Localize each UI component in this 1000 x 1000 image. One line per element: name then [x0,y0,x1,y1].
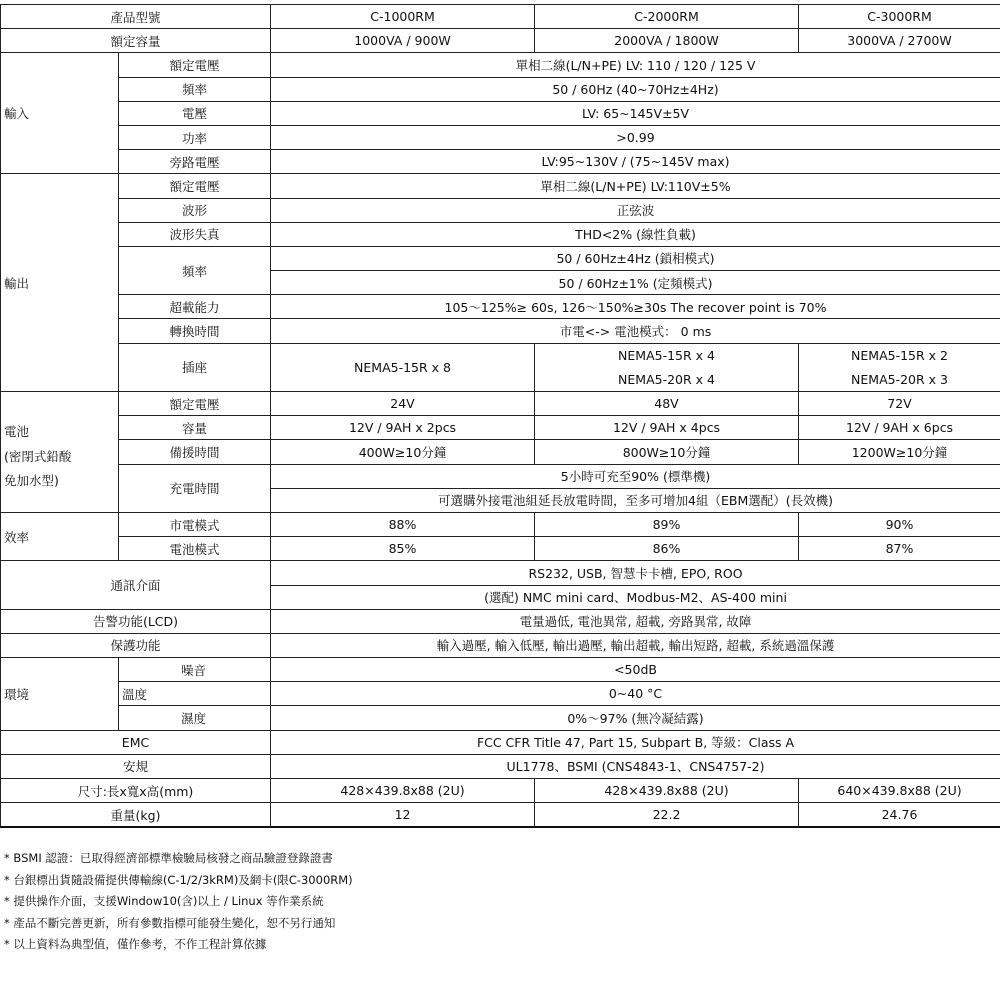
row-value: 90% [799,512,1000,536]
efficiency-group-label: 效率 [1,512,119,560]
table-row [1,682,1000,706]
row-value: 1200W≥10分鐘 [799,440,1000,464]
model-label: 產品型號 [1,5,271,29]
outlet-c1000: NEMA5-15R x 8 [271,343,535,391]
row-value: 市電<-> 電池模式： 0 ms [271,319,1000,343]
row-value: 88% [271,512,535,536]
table-row [1,53,1000,77]
footnote: * 台銀標出貨隨設備提供傳輸線(C-1/2/3kRM)及網卡(限C-3000RM) [4,872,353,887]
row-value: 電量過低, 電池異常, 超載, 旁路異常, 故障 [271,609,1000,633]
row-label: 電壓 [119,101,271,125]
row-value: 428×439.8x88 (2U) [271,779,535,803]
table-row [1,174,1000,198]
row-value: RS232, USB, 智慧卡卡槽, EPO, ROO [271,561,1000,585]
safety-label: 安規 [1,754,271,778]
model-c1000: C-1000RM [271,5,535,29]
row-value: 800W≥10分鐘 [535,440,799,464]
table-row [1,512,1000,536]
table-row [1,319,1000,343]
outlet-c2000-line2: NEMA5-20R x 4 [535,367,799,391]
row-label: 波形失真 [119,222,271,246]
row-value: 輸入過壓, 輸入低壓, 輸出過壓, 輸出超載, 輸出短路, 超載, 系統過溫保護 [271,633,1000,657]
row-value: 12 [271,803,535,828]
row-value: 50 / 60Hz (40~70Hz±4Hz) [271,77,1000,101]
row-label: 超載能力 [119,295,271,319]
table-row [1,464,1000,488]
table-row [1,609,1000,633]
row-value: 正弦波 [271,198,1000,222]
battery-group-label [1,392,119,513]
table-row [1,125,1000,149]
row-value: 24.76 [799,803,1000,828]
row-value: 428×439.8x88 (2U) [535,779,799,803]
row-value: 85% [271,537,535,561]
table-row [1,754,1000,778]
row-label: 充電時間 [119,464,271,512]
alarm-label: 告警功能(LCD) [1,609,271,633]
table-row [1,5,1000,29]
table-row [1,246,1000,270]
protection-label: 保護功能 [1,633,271,657]
table-row [1,803,1000,828]
row-value: 24V [271,392,535,416]
row-value: 0~40 °C [271,682,1000,706]
footnote: * BSMI 認證：已取得經濟部標準檢驗局核發之商品驗證登錄證書 [4,851,333,865]
row-value: 48V [535,392,799,416]
capacity-label: 額定容量 [1,29,271,53]
row-label: 功率 [119,125,271,149]
row-value: LV:95~130V / (75~145V max) [271,150,1000,174]
table-row [1,77,1000,101]
outlet-c3000-line1: NEMA5-15R x 2 [799,343,1000,367]
row-value: 單相二線(L/N+PE) LV:110V±5% [271,174,1000,198]
row-label: 旁路電壓 [119,150,271,174]
row-value: 0%～97% (無冷凝結露) [271,706,1000,730]
table-row [1,561,1000,585]
row-label: 備援時間 [119,440,271,464]
row-value: 640×439.8x88 (2U) [799,779,1000,803]
table-row [1,343,1000,367]
battery-group-line: (密閉式鉛酸 [4,448,72,464]
table-row [1,416,1000,440]
row-value: 50 / 60Hz±4Hz (鎖相模式) [271,246,1000,270]
table-row [1,633,1000,657]
row-value: FCC CFR Title 47, Part 15, Subpart B, 等級：Class A [271,730,1000,754]
model-c3000: C-3000RM [799,5,1000,29]
table-row [1,150,1000,174]
row-label: 濕度 [119,706,271,730]
row-value: >0.99 [271,125,1000,149]
row-label: 頻率 [119,246,271,294]
dimensions-label: 尺寸:長x寬x高(mm) [1,779,271,803]
capacity-c2000: 2000VA / 1800W [535,29,799,53]
row-label: 溫度 [119,682,271,706]
table-row [1,295,1000,319]
row-value: 50 / 60Hz±1% (定頻模式) [271,271,1000,295]
capacity-c1000: 1000VA / 900W [271,29,535,53]
table-row [1,440,1000,464]
row-value: 12V / 9AH x 2pcs [271,416,535,440]
table-row [1,730,1000,754]
table-row [1,29,1000,53]
row-value: UL1778、BSMI (CNS4843-1、CNS4757-2) [271,754,1000,778]
row-label: 額定電壓 [119,174,271,198]
input-group-label: 輸入 [1,53,119,174]
table-row [1,392,1000,416]
spec-table [0,4,1000,828]
row-value: 72V [799,392,1000,416]
row-value: 12V / 9AH x 4pcs [535,416,799,440]
row-value: 單相二線(L/N+PE) LV: 110 / 120 / 125 V [271,53,1000,77]
footnote: * 產品不斷完善更新，所有參數指標可能發生變化，恕不另行通知 [4,915,336,930]
row-label: 噪音 [119,658,271,682]
row-value: 400W≥10分鐘 [271,440,535,464]
battery-group-line: 電池 [4,424,30,439]
row-value: THD<2% (線性負載) [271,222,1000,246]
footnote: * 提供操作介面，支援Window10(含)以上 / Linux 等作業系統 [4,894,324,908]
comm-label: 通訊介面 [1,561,271,609]
outlet-c3000-line2: NEMA5-20R x 3 [799,367,1000,391]
row-label: 插座 [119,343,271,391]
row-label: 額定電壓 [119,53,271,77]
row-value: 可選購外接電池組延長放電時間，至多可增加4組（EBM選配）(長效機) [271,488,1000,512]
footnotes [4,848,353,956]
output-group-label: 輸出 [1,174,119,392]
model-c2000: C-2000RM [535,5,799,29]
table-row [1,198,1000,222]
emc-label: EMC [1,730,271,754]
row-value: 86% [535,537,799,561]
table-row [1,658,1000,682]
table-row [1,537,1000,561]
row-value: 22.2 [535,803,799,828]
table-row [1,706,1000,730]
row-value: LV: 65~145V±5V [271,101,1000,125]
row-value: 5小時可充至90% (標準機) [271,464,1000,488]
row-value: <50dB [271,658,1000,682]
environment-group-label: 環境 [1,658,119,731]
weight-label: 重量(kg) [1,803,271,828]
row-label: 額定電壓 [119,392,271,416]
battery-group-line: 免加水型) [4,473,59,488]
table-row [1,779,1000,803]
row-value: 105～125%≥ 60s, 126～150%≥30s The recover point is 70% [271,295,1000,319]
row-value: (選配) NMC mini card、Modbus-M2、AS-400 mini [271,585,1000,609]
table-row [1,101,1000,125]
row-value: 89% [535,512,799,536]
footnote: * 以上資料為典型值，僅作參考，不作工程計算依據 [4,937,267,951]
row-label: 市電模式 [119,512,271,536]
table-row [1,222,1000,246]
row-label: 電池模式 [119,537,271,561]
row-label: 轉換時間 [119,319,271,343]
row-label: 頻率 [119,77,271,101]
outlet-c2000-line1: NEMA5-15R x 4 [535,343,799,367]
row-label: 波形 [119,198,271,222]
row-value: 87% [799,537,1000,561]
row-value: 12V / 9AH x 6pcs [799,416,1000,440]
row-label: 容量 [119,416,271,440]
capacity-c3000: 3000VA / 2700W [799,29,1000,53]
